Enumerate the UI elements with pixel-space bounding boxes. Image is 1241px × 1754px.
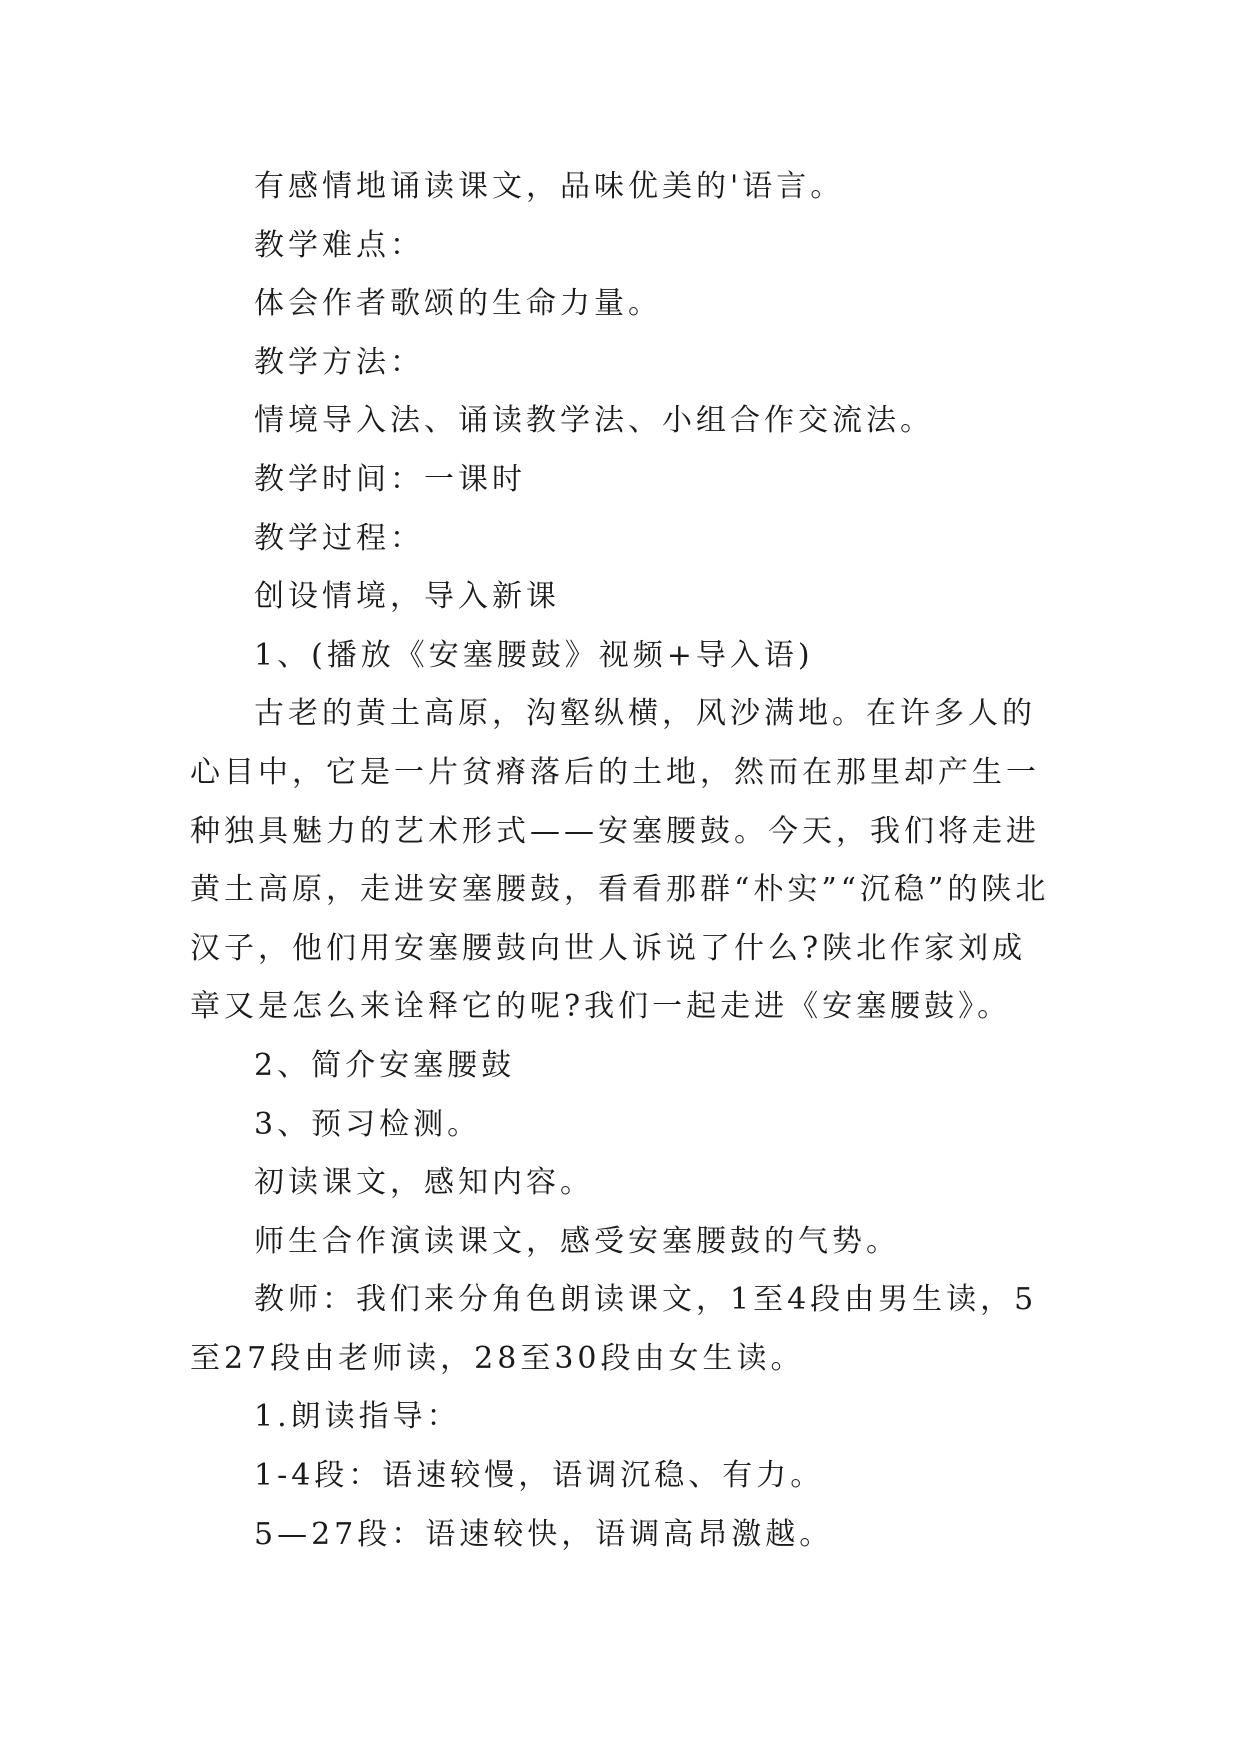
document-body <box>190 158 1050 1564</box>
paragraph-cooperative-reading: 师生合作演读课文，感受安塞腰鼓的气势。 <box>254 1223 900 1259</box>
paragraph-first-reading: 初读课文，感知内容。 <box>254 1165 594 1201</box>
paragraph-create-situation: 创设情境，导入新课 <box>254 579 560 615</box>
heading-teaching-method: 教学方法： <box>254 344 424 380</box>
paragraph-teaching-difficulty: 体会作者歌颂的生命力量。 <box>254 286 662 322</box>
paragraph-teaching-method: 情境导入法、诵读教学法、小组合作交流法。 <box>254 403 934 439</box>
heading-teaching-process: 教学过程： <box>254 520 424 556</box>
paragraph-section-5-27: 5—27段：语速较快，语调高昂激越。 <box>254 1516 834 1552</box>
paragraph-teacher-instruction: 教师：我们来分角色朗读课文，1至4段由男生读，5至27段由老师读，28至30段由女生读。 <box>190 1282 1038 1376</box>
paragraph-section-1-4: 1-4段：语速较慢，语调沉稳、有力。 <box>254 1458 825 1494</box>
paragraph-teaching-focus: 有感情地诵读课文，品味优美的'语言。 <box>254 169 845 204</box>
paragraph-step-1: 1、(播放《安塞腰鼓》视频+导入语) <box>254 637 814 673</box>
paragraph-teaching-time: 教学时间：一课时 <box>254 461 526 497</box>
heading-teaching-difficulty: 教学难点： <box>254 227 424 263</box>
paragraph-step-2: 2、简介安塞腰鼓 <box>254 1047 516 1083</box>
paragraph-step-3: 3、预习检测。 <box>254 1106 482 1142</box>
paragraph-introduction: 古老的黄土高原，沟壑纵横，风沙满地。在许多人的心目中，它是一片贫瘠落后的土地，然而在那里却产生一种独具魅力的艺术形式——安塞腰鼓。今天，我们将走进黄土高原，走进安塞腰鼓，看看那群“朴实”“沉稳”的陕北汉子，他们用安塞腰鼓向世人诉说了什么?陕北作家刘成章又是怎么来诠释它的呢?我们一起走进《安塞腰鼓》。 <box>190 696 1050 1025</box>
paragraph-reading-guide: 1.朗读指导： <box>254 1399 461 1435</box>
